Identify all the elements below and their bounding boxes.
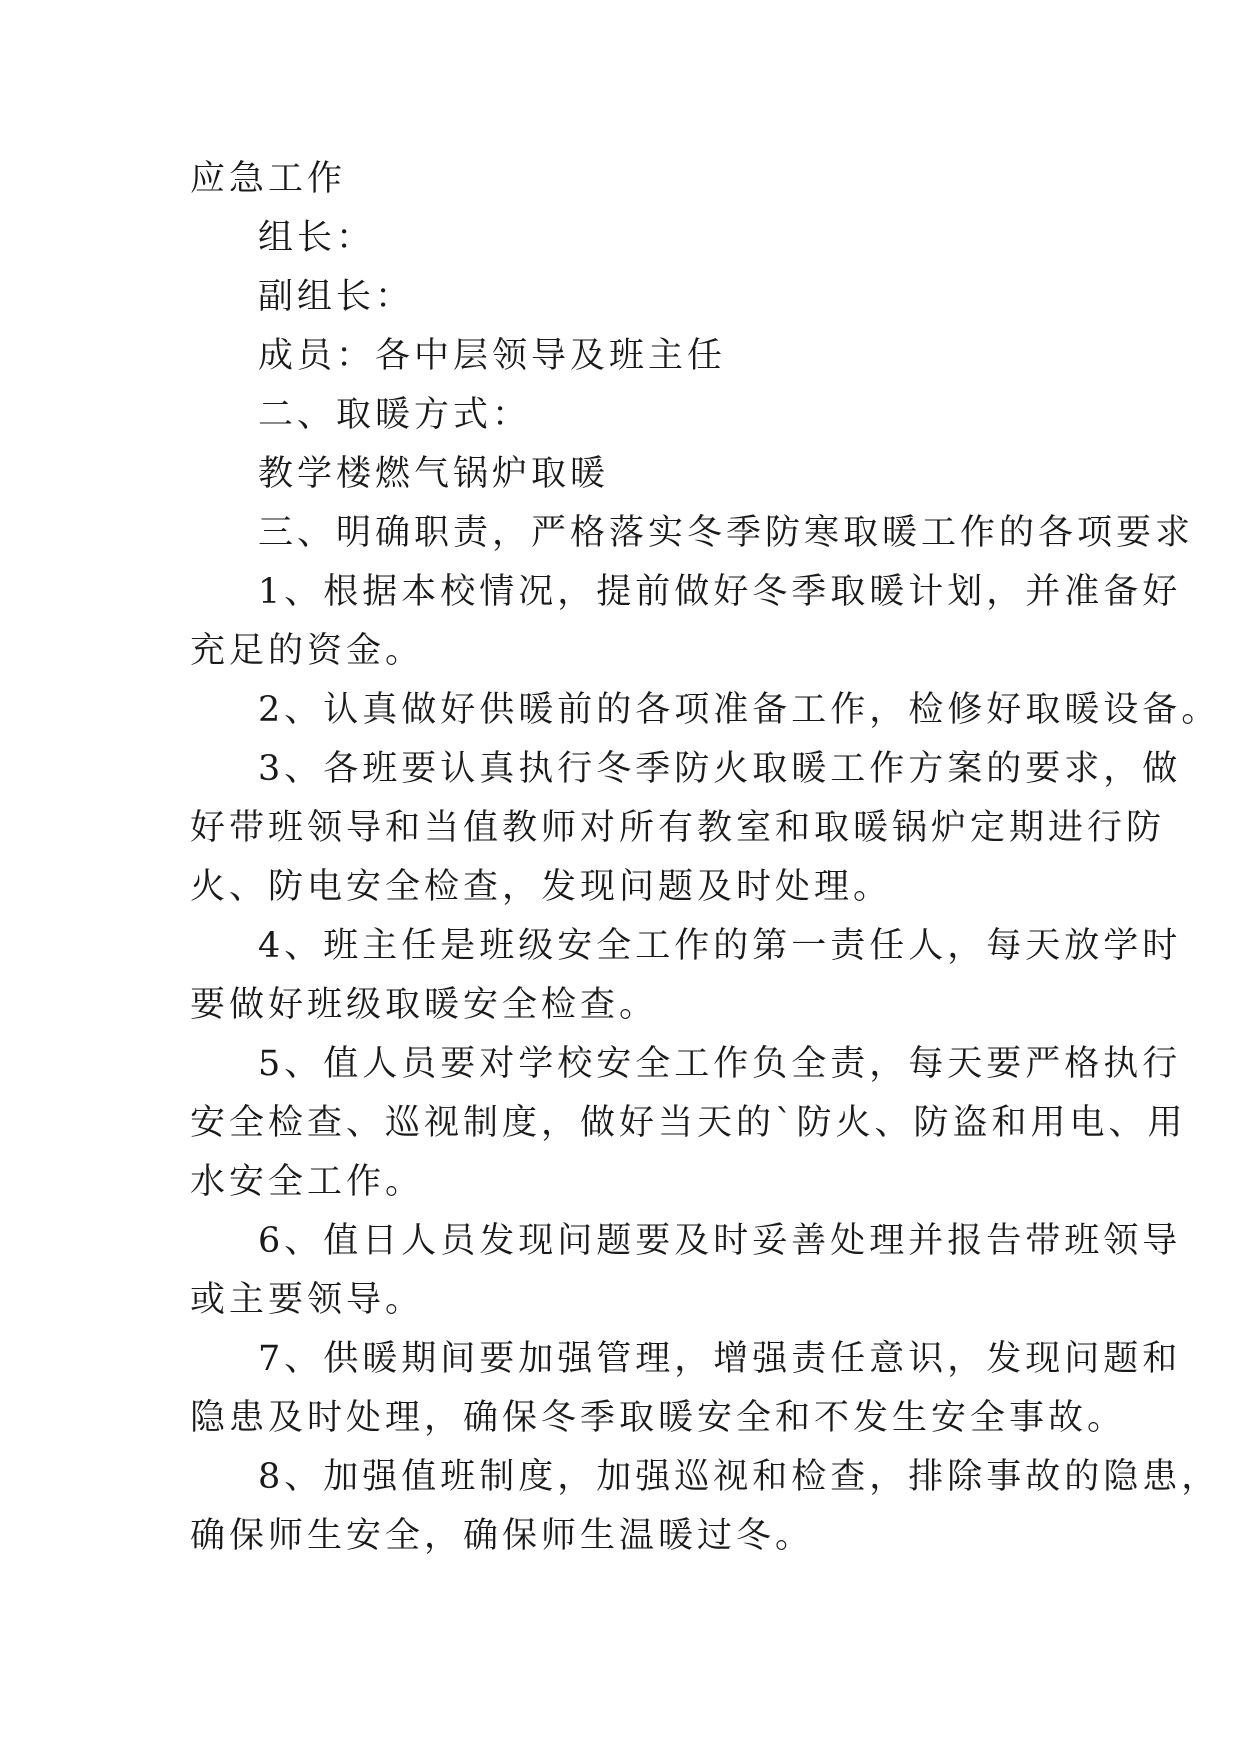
heading-line: 应急工作 [190,159,347,199]
item-7-line-1: 7、供暖期间要加强管理，增强责任意识，发现问题和 [258,1339,1182,1379]
item-4-line-1: 4、班主任是班级安全工作的第一责任人，每天放学时 [258,926,1182,966]
item-2-line-1: 2、认真做好供暖前的各项准备工作，检修好取暖设备。 [258,690,1221,730]
item-3 [190,740,1182,917]
item-8-line-2: 确保师生安全，确保师生温暖过冬。 [190,1516,815,1556]
item-5-line-2: 安全检查、巡视制度，做好当天的`防火、防盗和用电、用 [190,1103,1187,1143]
item-3-line-3: 火、防电安全检查，发现问题及时处理。 [190,867,893,907]
section2-body: 教学楼燃气锅炉取暖 [258,454,610,494]
document-page [190,150,1221,1566]
item-5-line-1: 5、值人员要对学校安全工作负全责，每天要严格执行 [258,1044,1182,1084]
item-8-line-1: 8、加强值班制度，加强巡视和检查，排除事故的隐患， [258,1457,1221,1497]
deputy-leader-line: 副组长： [258,277,415,317]
item-7-line-2: 隐患及时处理，确保冬季取暖安全和不发生安全事故。 [190,1398,1127,1438]
item-4 [190,917,1182,1035]
item-3-line-1: 3、各班要认真执行冬季防火取暖工作方案的要求，做 [258,749,1182,789]
leader-line: 组长： [258,218,376,258]
section2-title: 二、取暖方式： [258,395,532,435]
item-6 [190,1212,1182,1330]
item-5-line-3: 水安全工作。 [190,1162,425,1202]
item-1-line-2: 充足的资金。 [190,631,425,671]
members-line: 成员：各中层领导及班主任 [258,336,727,376]
item-4-line-2: 要做好班级取暖安全检查。 [190,985,659,1025]
section3-title: 三、明确职责，严格落实冬季防寒取暖工作的各项要求 [258,513,1195,553]
item-1-line-1: 1、根据本校情况，提前做好冬季取暖计划，并准备好 [258,572,1182,612]
item-8 [190,1448,1221,1566]
item-1 [190,563,1182,681]
item-7 [190,1330,1182,1448]
item-2 [190,681,1221,740]
item-3-line-2: 好带班领导和当值教师对所有教室和取暖锅炉定期进行防 [190,808,1166,848]
item-6-line-2: 或主要领导。 [190,1280,425,1320]
item-5 [190,1035,1187,1212]
item-6-line-1: 6、值日人员发现问题要及时妥善处理并报告带班领导 [258,1221,1182,1261]
